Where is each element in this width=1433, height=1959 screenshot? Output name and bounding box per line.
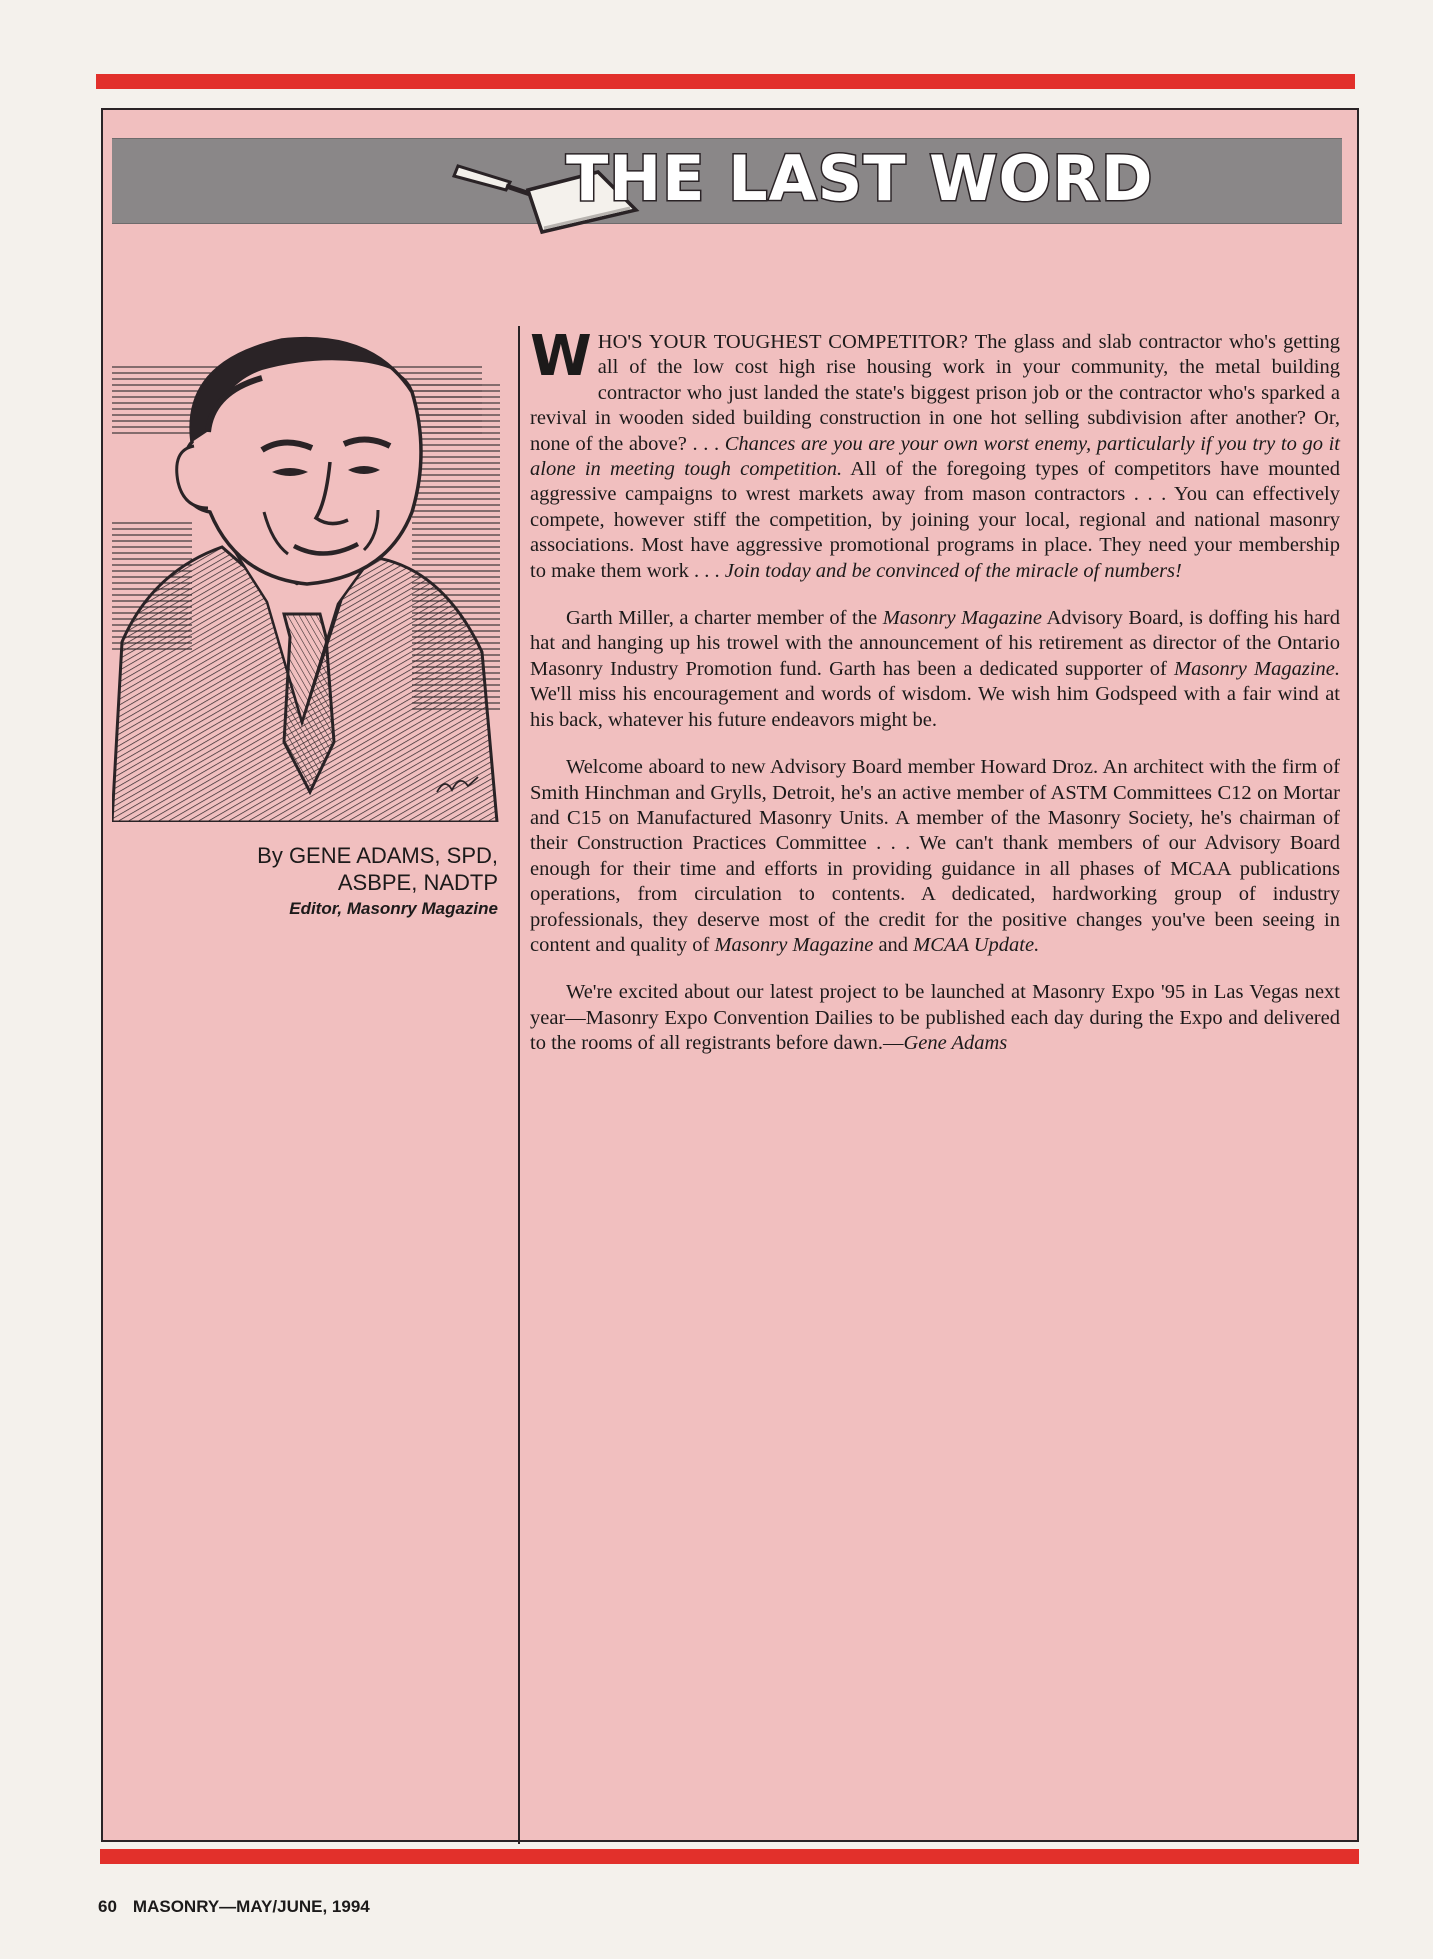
byline xyxy=(120,842,498,922)
paragraph-3 xyxy=(530,755,1340,958)
page-title: THE LAST WORD xyxy=(566,142,1154,215)
italic-span: Masonry Magazine xyxy=(714,933,874,956)
paragraph-4 xyxy=(530,980,1340,1056)
text-span: All of the foregoing types of competitors have mounted aggressive campaigns to wrest markets away from mason contractors . . . You can effectively compete, however stiff the competition, by joining your local, regional and national masonry associations. Most have aggressive promotional programs in place. They need your membership to make them work . . . xyxy=(530,458,1340,582)
italic-span: Masonry Magazine xyxy=(882,607,1043,630)
page-footer xyxy=(98,1897,370,1917)
italic-span: Chances are you are your own worst enemy, particularly if you try to go it alone in meeting tough competition. xyxy=(530,432,1340,481)
text-span: We'll miss his encouragement and words of wisdom. We wish him Godspeed with a fair wind at his back, whatever his future endeavors might be. xyxy=(530,683,1340,731)
article-body xyxy=(530,324,1341,1079)
text-span: The glass and slab contractor who's getting all of the low cost high rise housing work in your community, the metal building contractor who just landed the state's biggest prison job or the contractor who's sparked a revival in wooden sided building construction in one hot selling subdivision after another? Or, none of the above? . . . xyxy=(530,331,1341,455)
publication-line: MASONRY—MAY/JUNE, 1994 xyxy=(132,1897,370,1916)
italic-span: Gene Adams xyxy=(903,1032,1008,1055)
text-span: Advisory Board, is doffing his hard hat and hanging up his trowel with the announcement of his retirement as director of the Ontario Masonry Industry Promotion fund. Garth has been a dedicated supporter of xyxy=(530,607,1340,680)
paragraph-2 xyxy=(530,606,1340,733)
text-span: Garth Miller, a charter member of the xyxy=(566,607,883,630)
author-line-2: ASBPE, NADTP xyxy=(337,870,498,895)
text-span: We're excited about our latest project to be launched at Masonry Expo '95 in Las Vegas next year—Masonry Expo Convention Dailies to be published each day during the Expo and delivered to the rooms of all registrants before dawn.— xyxy=(530,981,1340,1055)
page-number: 60 xyxy=(98,1897,117,1916)
author-line-1: By GENE ADAMS, SPD, xyxy=(257,843,498,868)
italic-span: Masonry Magazine. xyxy=(1174,657,1341,680)
text-span: Welcome aboard to new Advisory Board member Howard Droz. An architect with the firm of Smith Hinchman and Grylls, Detroit, he's an active member of ASTM Committees C12 on Mortar and C15 on Manufactured Masonry Units. A member of the Masonry Society, he's chairman of their Construction Practices Committee . . . We can't thank members of our Advisory Board enough for their time and efforts in providing guidance in all phases of MCAA publications operations, from circulation to contents. A dedicated, hardworking group of industry professionals, they deserve most of the credit for the positive changes you've been seeing in content and quality of xyxy=(530,756,1340,956)
portrait-illustration xyxy=(112,322,502,822)
lead-in: HO'S YOUR TOUGHEST COMPETITOR? xyxy=(597,331,968,353)
author-role: Editor, Masonry Magazine xyxy=(289,899,498,918)
top-red-rule xyxy=(96,74,1355,89)
paragraph-1 xyxy=(530,324,1341,584)
text-span: and xyxy=(873,933,914,956)
drop-cap: W xyxy=(530,324,592,389)
bottom-red-rule xyxy=(100,1849,1359,1864)
italic-span: Join today and be convinced of the miracle of numbers! xyxy=(724,559,1182,582)
italic-span: MCAA Update. xyxy=(913,933,1040,956)
column-divider xyxy=(518,326,520,1844)
